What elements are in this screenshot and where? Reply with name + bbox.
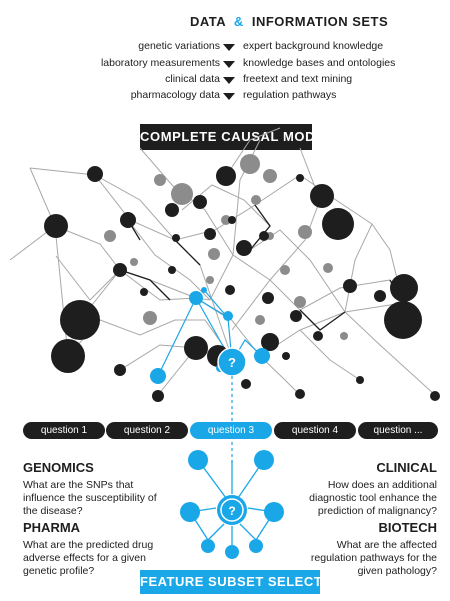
network-edge: [175, 240, 200, 265]
network-node: [172, 234, 180, 242]
network-node: [251, 195, 261, 205]
network-node: [130, 258, 138, 266]
network-node: [168, 266, 176, 274]
network-node: [223, 311, 233, 321]
network-edge: [300, 330, 360, 380]
network-node: [113, 263, 127, 277]
network-node: [184, 336, 208, 360]
subset-hub-mark: ?: [228, 504, 236, 518]
question-tab-more[interactable]: question ...: [358, 422, 438, 439]
genomics-heading: GENOMICS: [23, 460, 94, 475]
network-node: [152, 390, 164, 402]
network-node: [323, 263, 333, 273]
network-node: [322, 208, 354, 240]
network-node: [189, 291, 203, 305]
network-node: [51, 339, 85, 373]
title-ampersand: &: [233, 14, 244, 29]
network-node: [294, 296, 306, 308]
network-node: [150, 368, 166, 384]
subset-node: [201, 539, 215, 553]
subset-node: [264, 502, 284, 522]
question-tab-3[interactable]: question 3: [190, 422, 272, 439]
network-node: [240, 154, 260, 174]
subset-node: [254, 450, 274, 470]
question-tab-4[interactable]: question 4: [274, 422, 356, 439]
network-node: [44, 214, 68, 238]
source-genetic-variations: genetic variations: [138, 40, 220, 52]
subset-edge: [208, 524, 224, 540]
network-node: [384, 301, 422, 339]
network-node: [313, 331, 323, 341]
pharma-question: What are the predicted drug adverse effects for a given genetic profile?: [23, 539, 154, 577]
network-node: [255, 315, 265, 325]
network-node: [298, 225, 312, 239]
network-node: [208, 248, 220, 260]
source-expert-knowledge: expert background knowledge: [243, 40, 384, 52]
network-node: [296, 174, 304, 182]
network-node: [216, 166, 236, 186]
network-node: [374, 290, 386, 302]
clinical-question: How does an additional diagnostic tool enhance the prediction of malignancy?: [309, 479, 437, 517]
network-node: [282, 352, 290, 360]
network-node: [280, 265, 290, 275]
subset-node: [188, 450, 208, 470]
network-node: [356, 376, 364, 384]
network-node: [165, 203, 179, 217]
network-node: [140, 288, 148, 296]
title-information-sets: INFORMATION SETS: [251, 14, 389, 29]
source-laboratory-measurements: laboratory measurements: [100, 57, 220, 69]
network-node: [310, 184, 334, 208]
network-dark-edges: [120, 205, 403, 330]
network-node: [201, 287, 207, 293]
subset-edge: [240, 524, 256, 540]
biotech-heading: BIOTECH: [378, 520, 437, 535]
network-node: [295, 389, 305, 399]
network-node: [120, 212, 136, 228]
network-node: [225, 285, 235, 295]
network-node: [206, 276, 214, 284]
network-edge: [56, 256, 120, 300]
network-edge: [128, 220, 210, 300]
source-freetext-mining: freetext and text mining: [243, 73, 353, 85]
subset-node: [225, 545, 239, 559]
network-node: [390, 274, 418, 302]
network-node: [259, 231, 269, 241]
subset-node: [180, 502, 200, 522]
clinical-heading: CLINICAL: [376, 460, 437, 475]
network-node: [228, 216, 236, 224]
network-node: [430, 391, 440, 401]
network-node: [193, 195, 207, 209]
pharma-heading: PHARMA: [23, 520, 81, 535]
network-node: [171, 183, 193, 205]
network-node: [204, 228, 216, 240]
network-node: [60, 300, 100, 340]
source-pharmacology-data: pharmacology data: [130, 89, 220, 101]
network-node: [263, 169, 277, 183]
source-knowledge-bases: knowledge bases and ontologies: [243, 57, 396, 69]
network-node: [104, 230, 116, 242]
network-node: [343, 279, 357, 293]
network-node: [241, 379, 251, 389]
network-node: [290, 310, 302, 322]
network-node: [236, 240, 252, 256]
network-node: [254, 348, 270, 364]
source-clinical-data: clinical data: [165, 73, 220, 85]
network-node: [87, 166, 103, 182]
network-node: [340, 332, 348, 340]
biotech-question: What are the affected regulation pathways for the given pathology?: [310, 539, 437, 577]
complete-causal-model-banner: COMPLETE CAUSAL MODEL: [140, 124, 312, 150]
title-data: DATA: [190, 14, 226, 29]
network-node: [154, 174, 166, 186]
network-node: [262, 292, 274, 304]
network-node: [114, 364, 126, 376]
source-regulation-pathways: regulation pathways: [243, 89, 337, 101]
genomics-question: What are the SNPs that influence the susceptibility of the disease?: [23, 479, 157, 517]
subset-node: [249, 539, 263, 553]
question-tab-2[interactable]: question 2: [106, 422, 188, 439]
network-accent-nodes: [150, 287, 270, 384]
network-node: [143, 311, 157, 325]
feature-subset-selection-banner: FEATURE SUBSET SELECTION: [140, 570, 320, 594]
question-hub-mark: ?: [228, 355, 236, 370]
question-tab-1[interactable]: question 1: [23, 422, 105, 439]
